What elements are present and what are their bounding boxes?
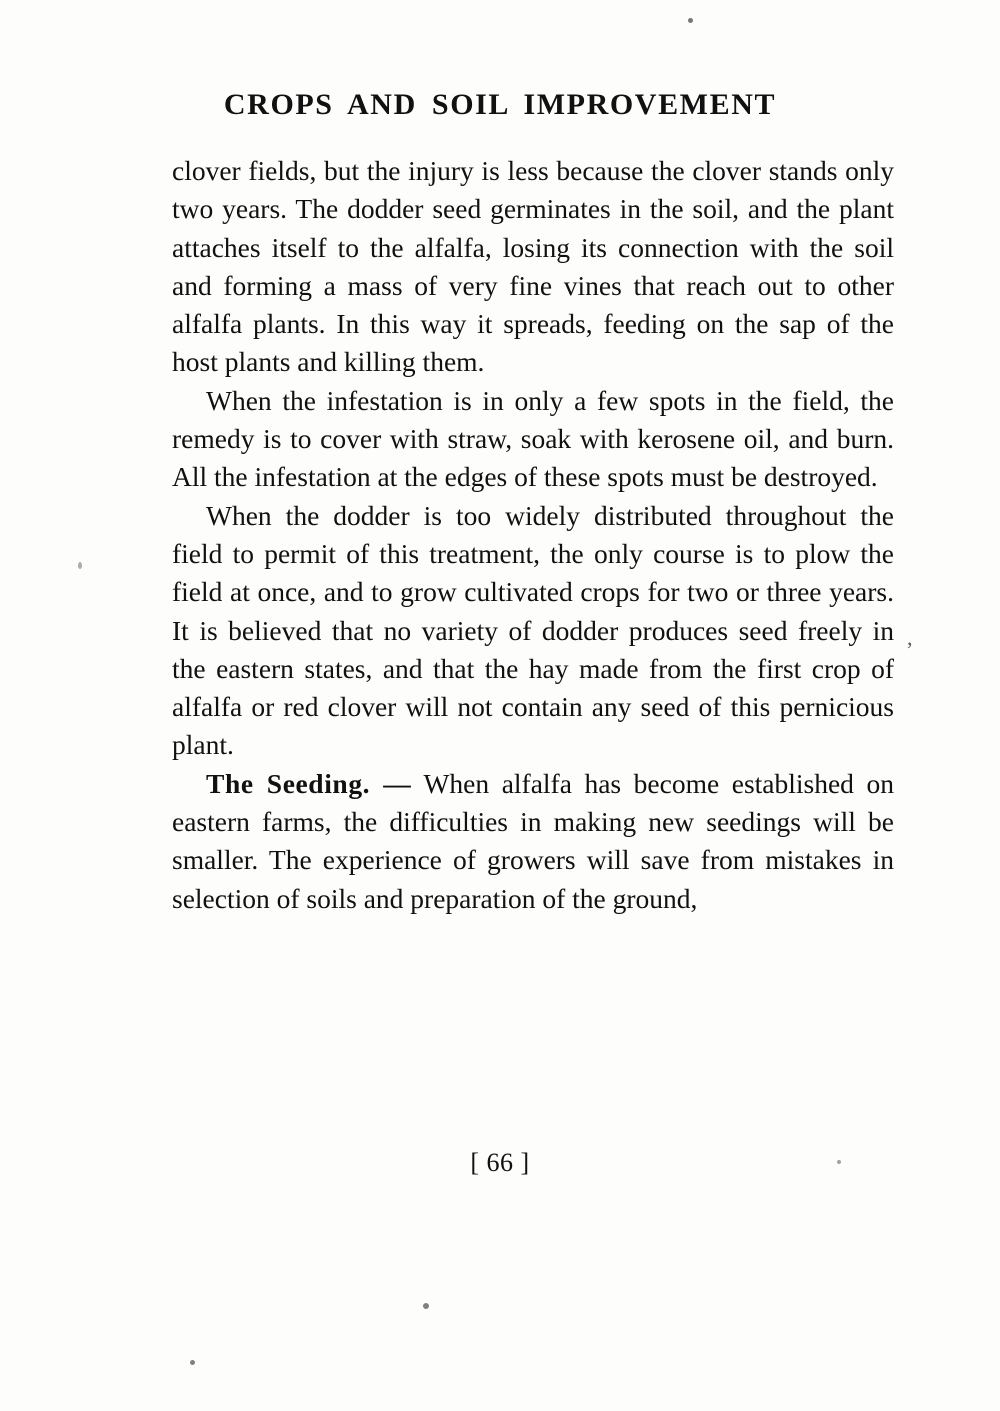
run-in-heading: The Seeding. — <box>206 767 412 799</box>
scan-speck <box>78 562 82 569</box>
paragraph: When the infestation is in only a few spots in the field, the remedy is to cover with straw, soak with kerosene oil, and burn. All the infestation at the edges of these spots must be destroyed. <box>172 384 894 493</box>
running-head: CROPS AND SOIL IMPROVEMENT <box>223 88 777 121</box>
page-number: [ 66 ] <box>470 1148 530 1177</box>
page-body <box>172 152 894 918</box>
paragraph: When the dodder is too widely distributed throughout the field to permit of this treatment, the only course is to plow the field at once, and to grow cultivated crops for two or three years. It is believed that no variety of dodder produces seed freely in the eastern states, and that the hay made from the first crop of alfalfa or red clover will not contain any seed of this pernicious plant. <box>172 499 894 761</box>
stray-mark: , <box>907 625 913 650</box>
scan-speck <box>190 1360 195 1365</box>
paragraph-with-heading <box>172 765 894 918</box>
scan-speck <box>688 18 693 23</box>
paragraph-text: When alfalfa has become established on eastern farms, the difficulties in making new seedings will be smaller. The experience of growers will save from mistakes in selection of soils and preparation of the ground, <box>172 767 894 914</box>
paragraph: clover fields, but the injury is less because the clover stands only two years. The dodder seed germinates in the soil, and the plant attaches itself to the alfalfa, losing its connection with the soil and forming a mass of very fine vines that reach out to other alfalfa plants. In this way it spreads, feeding on the sap of the host plants and killing them. <box>172 155 894 378</box>
scan-speck <box>423 1303 429 1309</box>
